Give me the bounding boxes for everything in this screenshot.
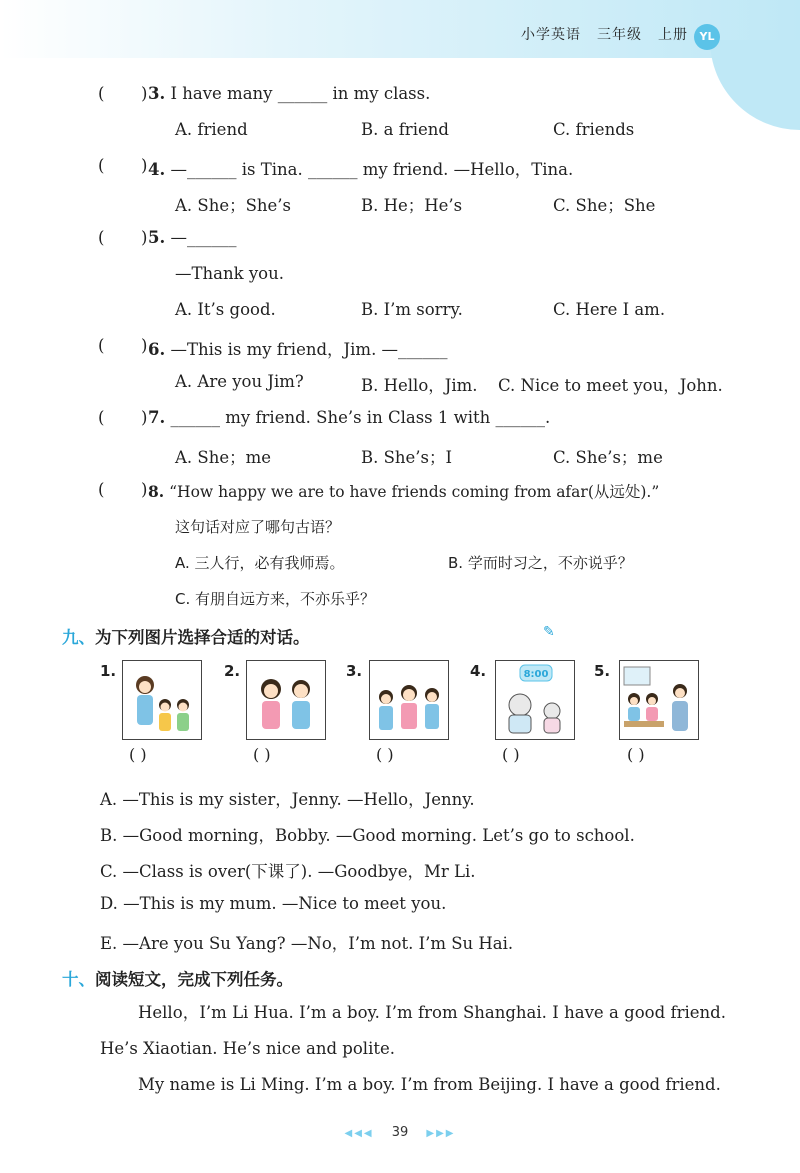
picture-2-number: 2.: [224, 662, 241, 680]
q7-option-a: A. She；me: [175, 448, 272, 467]
answer-paren-open: (: [98, 84, 105, 103]
dialogue-a: A. —This is my sister，Jenny. —Hello，Jenny.: [100, 790, 475, 809]
header-text: [505, 24, 688, 44]
header-curve: [710, 40, 800, 130]
dialogue-b: B. —Good morning，Bobby. —Good morning. Let’s go to school.: [100, 826, 635, 845]
reading-paragraph-1: Hello，I’m Li Hua. I’m a boy. I’m from Shanghai. I have a good friend. He’s Xiaotian. He’s nice and polite.: [100, 1003, 726, 1058]
answer-paren-close: ): [141, 156, 148, 175]
answer-paren-close: ): [141, 480, 148, 499]
answer-paren-open: (: [98, 480, 105, 499]
question-6-stem: 6. —This is my friend，Jim. —______: [148, 340, 448, 359]
question-4-stem: 4. —______ is Tina. ______ my friend. —Hello，Tina.: [148, 160, 574, 179]
picture-1-number: 1.: [100, 662, 117, 680]
pencil-icon: ✎: [543, 624, 555, 640]
q4-option-a: A. She；She’s: [175, 196, 292, 215]
right-arrows-icon: ▶▶▶: [426, 1128, 456, 1139]
picture-5-classroom-illustration: [619, 660, 699, 740]
reading-paragraph-2: My name is Li Ming. I’m a boy. I’m from Beijing. I have a good friend.: [138, 1075, 721, 1094]
q3-option-a: A. friend: [175, 120, 248, 139]
picture-4-animals-clock-illustration: [495, 660, 575, 740]
q4-option-c: C. She；She: [553, 196, 656, 215]
dialogue-e: E. —Are you Su Yang? —No，I’m not. I’m Su Hai.: [100, 934, 514, 953]
q6-option-a: A. Are you Jim?: [175, 372, 304, 391]
q7-option-b: B. She’s；I: [361, 448, 453, 467]
question-7-stem: 7. ______ my friend. She’s in Class 1 with ______.: [148, 408, 551, 427]
q6-option-b: B. Hello，Jim.: [361, 376, 478, 395]
page-number: 39: [391, 1125, 409, 1140]
page-footer: [0, 1125, 800, 1140]
dialogue-d: D. —This is my mum. —Nice to meet you.: [100, 894, 447, 913]
left-arrows-icon: ◀◀◀: [344, 1128, 374, 1139]
header-subject: 小学英语: [521, 27, 581, 43]
dialogue-c: C. —Class is over(下课了). —Goodbye，Mr Li.: [100, 862, 476, 881]
answer-paren-open: (: [98, 156, 105, 175]
picture-3-answer-paren: ( ): [376, 745, 394, 764]
answer-paren-close: ): [141, 408, 148, 427]
answer-paren-close: ): [141, 336, 148, 355]
answer-paren-close: ): [141, 84, 148, 103]
picture-4-number: 4.: [470, 662, 487, 680]
question-3-stem: 3. I have many ______ in my class.: [148, 84, 431, 103]
picture-5-number: 5.: [594, 662, 611, 680]
q6-option-c: C. Nice to meet you，John.: [498, 376, 723, 395]
q8-option-c: C. 有朋自远方来，不亦乐乎？: [175, 590, 376, 608]
section-10-heading: 十、阅读短文，完成下列任务。: [62, 970, 293, 989]
picture-1-family-illustration: [122, 660, 202, 740]
q5-option-a: A. It’s good.: [175, 300, 276, 319]
question-5-stem: 5. —______: [148, 228, 237, 247]
yl-badge-icon: YL: [694, 24, 720, 50]
answer-paren-close: ): [141, 228, 148, 247]
q3-option-b: B. a friend: [361, 120, 449, 139]
answer-paren-open: (: [98, 408, 105, 427]
q5-option-c: C. Here I am.: [553, 300, 666, 319]
picture-4-answer-paren: ( ): [502, 745, 520, 764]
q4-option-b: B. He；He’s: [361, 196, 463, 215]
picture-3-number: 3.: [346, 662, 363, 680]
header-volume: 上册: [658, 27, 688, 43]
q8-option-b: B. 学而时习之，不亦说乎？: [448, 554, 633, 572]
picture-3-three-kids-illustration: [369, 660, 449, 740]
picture-2-answer-paren: ( ): [253, 745, 271, 764]
picture-5-answer-paren: ( ): [627, 745, 645, 764]
answer-paren-open: (: [98, 336, 105, 355]
answer-paren-open: (: [98, 228, 105, 247]
section-9-heading: 九、为下列图片选择合适的对话。: [62, 628, 310, 647]
q8-option-a: A. 三人行，必有我师焉。: [175, 554, 345, 572]
clock-time: 8:00: [523, 669, 549, 680]
q7-option-c: C. She’s；me: [553, 448, 663, 467]
header-grade: 三年级: [597, 27, 642, 43]
question-8-stem-cn: 这句话对应了哪句古语？: [175, 518, 341, 536]
question-5-stem-reply: —Thank you.: [175, 264, 284, 283]
q5-option-b: B. I’m sorry.: [361, 300, 463, 319]
picture-1-answer-paren: ( ): [129, 745, 147, 764]
q3-option-c: C. friends: [553, 120, 635, 139]
question-8-stem: 8. “How happy we are to have friends coming from afar(从远处).”: [148, 482, 660, 501]
picture-2-greeting-illustration: [246, 660, 326, 740]
